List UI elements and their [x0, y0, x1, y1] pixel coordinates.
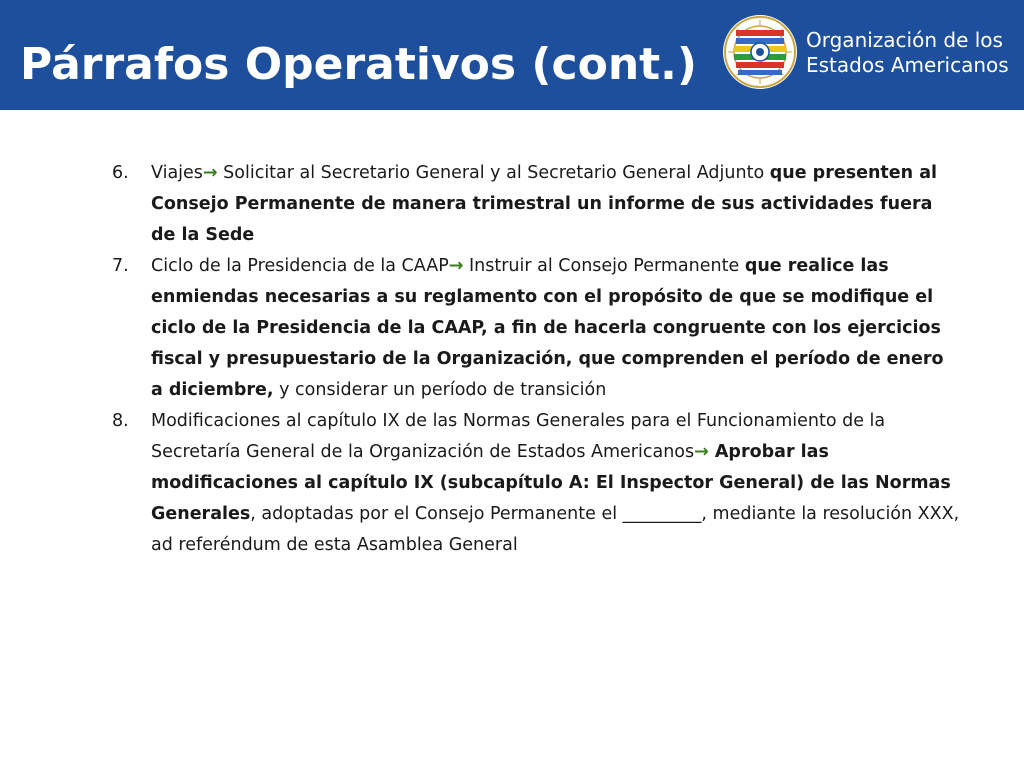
item-text: Instruir al Consejo Permanente — [463, 256, 745, 276]
arrow-right-icon: → — [202, 163, 218, 183]
item-text-continued: y considerar un período de transición — [273, 380, 607, 400]
item-topic: Ciclo de la Presidencia de la CAAP — [151, 256, 449, 276]
slide-header — [0, 0, 1024, 110]
list-item-8 — [110, 406, 960, 561]
item-topic: Viajes — [151, 163, 203, 183]
operative-paragraphs-list — [110, 158, 960, 561]
item-text-continued: , adoptadas por el Consejo Permanente el _________, mediante la resolución XXX, ad referéndum de esta Asamblea General — [151, 504, 960, 555]
item-bold-text: que presenten al Consejo Permanente de manera trimestral un informe de sus actividades fuera de la Sede — [151, 163, 938, 245]
item-bold-text: que realice las enmiendas necesarias a su reglamento con el propósito de que se modifique el ciclo de la Presidencia de la CAAP, a fin de hacerla congruente con los ejercicios fiscal y presupuestario de la Organización, que comprenden el período de enero a diciembre, — [151, 256, 944, 400]
list-item-6 — [110, 158, 960, 251]
oas-seal-icon — [722, 14, 798, 90]
arrow-right-icon: → — [448, 256, 464, 276]
item-number: 6. — [112, 163, 129, 183]
item-bold-text: Aprobar las modificaciones al capítulo IX (subcapítulo A: El Inspector General) de las Normas Generales — [151, 442, 951, 524]
item-text: Solicitar al Secretario General y al Secretario General Adjunto — [217, 163, 770, 183]
slide-title: Párrafos Operativos (cont.) — [20, 39, 697, 90]
organization-name — [806, 28, 1009, 78]
item-number: 8. — [112, 411, 129, 431]
list-item-7 — [110, 251, 960, 406]
org-name-line-1: Organización de los — [806, 28, 1003, 52]
org-name-line-2: Estados Americanos — [806, 53, 1009, 77]
arrow-right-icon: → — [694, 442, 709, 462]
item-topic: Modificaciones al capítulo IX de las Normas Generales para el Funcionamiento de la Secretaría General de la Organización de Estados Americanos — [151, 411, 886, 462]
item-number: 7. — [112, 256, 129, 276]
